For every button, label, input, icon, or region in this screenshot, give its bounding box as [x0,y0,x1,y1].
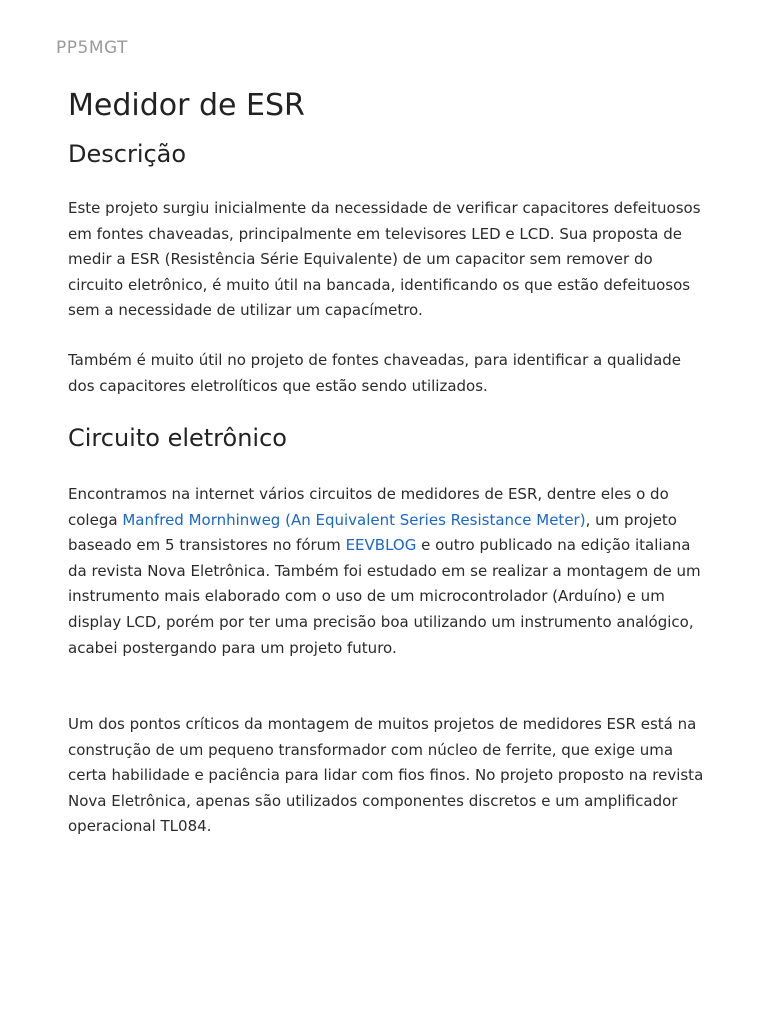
paragraph-text: , um projeto baseado em 5 transistores no fórum [68,510,677,555]
section-heading-circuito: Circuito eletrônico [68,424,287,452]
section-heading-descricao: Descrição [68,140,187,168]
page-title: Medidor de ESR [68,88,305,123]
link-manfred-mornhinweg[interactable]: Manfred Mornhinweg (An Equivalent Series Resistance Meter) [122,510,586,529]
site-name[interactable]: PP5MGT [56,38,128,58]
link-eevblog[interactable]: EEVBLOG [345,536,417,555]
paragraph-circuito-2: Um dos pontos críticos da montagem de muitos projetos de medidores ESR está na construção de um pequeno transformador com núcleo de ferrite, que exige uma certa habilidade e paciência para lidar com fios finos. No projeto proposto na revista Nova Eletrônica, apenas são utilizados componentes discretos e um amplificador operacional TL084. [68,715,704,836]
paragraph-descricao-2: Também é muito útil no projeto de fontes chaveadas, para identificar a qualidade dos capacitores eletrolíticos que estão sendo utilizados. [68,351,682,395]
paragraph-descricao-1: Este projeto surgiu inicialmente da necessidade de verificar capacitores defeituosos em fontes chaveadas, principalmente em televisores LED e LCD. Sua proposta de medir a ESR (Resistência Série Equivalente) de um capacitor sem remover do circuito eletrônico, é muito útil na bancada, identificando os que estão defeituosos sem a necessidade de utilizar um capacímetro. [68,199,701,320]
paragraph-text: e outro publicado na edição italiana da revista Nova Eletrônica. Também foi estudado em se realizar a montagem de um instrumento mais elaborado com o uso de um microcontrolador (Arduíno) e um display LCD, porém por ter uma precisão boa utilizando um instrumento analógico, acabei postergando para um projeto futuro. [68,536,701,657]
paragraph-circuito-1 [68,482,708,661]
paragraph-text: Encontramos na internet vários circuitos de medidores de ESR, dentre eles o do colega [68,485,669,529]
